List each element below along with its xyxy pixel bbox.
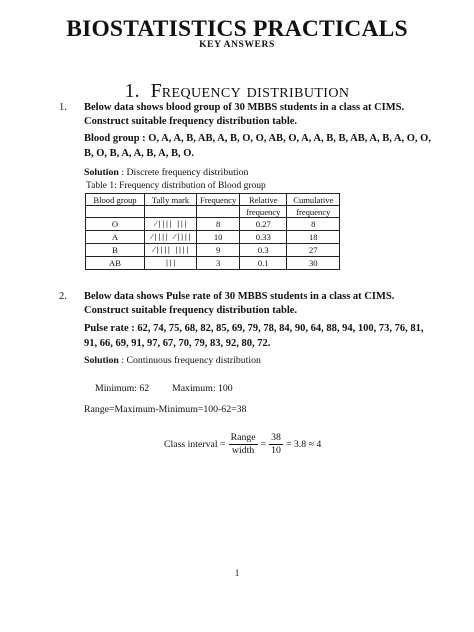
header-relative-frequency: frequency (240, 206, 287, 218)
header-blank (86, 206, 145, 218)
cell-frequency: 8 (197, 218, 240, 231)
cell-frequency: 3 (197, 257, 240, 270)
fraction-numerator: 38 (271, 432, 281, 443)
formula-result: = 3.8 ≈ 4 (285, 439, 322, 450)
formula-equals: = (260, 439, 267, 450)
document-title: BIOSTATISTICS PRACTICALS (66, 16, 408, 42)
cell-frequency: 9 (197, 244, 240, 257)
header-tally-mark: Tally mark (145, 194, 197, 206)
q1-solution-label: Solution (84, 167, 119, 178)
class-interval-formula (164, 432, 321, 457)
q2-solution-label: Solution (84, 355, 119, 366)
q2-pulse-rate-data: Pulse rate : 62, 74, 75, 68, 82, 85, 69, 79, 78, 84, 90, 64, 88, 94, 100, 73, 76, 81, 91, 66, 69, 91, 97, 67, 70, 79, 83, 92, 80, 72. (84, 323, 424, 349)
q1-blood-group-data: Blood group : O, A, A, B, AB, A, B, O, O, AB, O, A, A, B, B, AB, A, B, A, O, O, B, O, B, A, A, B, A, B, O. (84, 133, 431, 159)
header-frequency: Frequency (197, 194, 240, 206)
fraction-denominator: width (231, 445, 255, 456)
header-blank (197, 206, 240, 218)
cell-cumulative: 30 (287, 257, 340, 270)
formula-lhs: Class interval = (164, 439, 226, 450)
section-number: 1. (124, 80, 140, 102)
question-1-number: 1. (59, 102, 67, 113)
maximum-value: Maximum: 100 (172, 383, 233, 394)
cell-group: O (86, 218, 145, 231)
q1-solution-text: : Discrete frequency distribution (121, 167, 249, 178)
q2-solution-text: : Continuous frequency distribution (121, 355, 261, 366)
q1-solution (84, 167, 248, 178)
fraction-numerator: Range (230, 432, 256, 443)
document-subtitle: KEY ANSWERS (199, 40, 275, 50)
table-row (86, 231, 340, 244)
cell-relative: 0.3 (240, 244, 287, 257)
cell-cumulative: 18 (287, 231, 340, 244)
table-row (86, 257, 340, 270)
cell-group: A (86, 231, 145, 244)
header-relative: Relative (240, 194, 287, 206)
header-cumulative: Cumulative (287, 194, 340, 206)
cell-tally: ||| (145, 257, 197, 270)
cell-relative: 0.27 (240, 218, 287, 231)
fraction-38-10 (269, 432, 283, 457)
question-1 (59, 101, 430, 129)
section-title-rest: requency distribution (161, 80, 350, 102)
fraction-range-width (229, 432, 258, 457)
section-first-letter: F (150, 80, 162, 102)
table-header-row-2 (86, 206, 340, 218)
question-1-text: Below data shows blood group of 30 MBBS students in a class at CIMS. Construct suitable frequency distribution table. (84, 102, 405, 127)
cell-group: AB (86, 257, 145, 270)
cell-cumulative: 27 (287, 244, 340, 257)
section-heading (0, 80, 474, 103)
cell-tally: ̸|||| |||| (145, 244, 197, 257)
header-blank (145, 206, 197, 218)
table-caption: Table 1: Frequency distribution of Blood group (86, 181, 266, 191)
question-2-number: 2. (59, 291, 67, 302)
page-number: 1 (234, 568, 240, 578)
table-row (86, 244, 340, 257)
header-cumulative-frequency: frequency (287, 206, 340, 218)
cell-relative: 0.1 (240, 257, 287, 270)
range-calculation: Range=Maximum-Minimum=100-62=38 (84, 404, 247, 415)
table-header-row (86, 194, 340, 206)
minimum-value: Minimum: 62 (95, 383, 150, 394)
cell-tally: ̸|||| ||| (145, 218, 197, 231)
question-2 (59, 290, 430, 318)
q2-solution (84, 355, 261, 366)
table-row (86, 218, 340, 231)
cell-cumulative: 8 (287, 218, 340, 231)
cell-relative: 0.33 (240, 231, 287, 244)
frequency-table (85, 193, 340, 270)
cell-tally: ̸|||| ̸|||| (145, 231, 197, 244)
header-blood-group: Blood group (86, 194, 145, 206)
question-2-text: Below data shows Pulse rate of 30 MBBS students in a class at CIMS. Construct suitable frequency distribution table. (84, 291, 395, 316)
cell-group: B (86, 244, 145, 257)
cell-frequency: 10 (197, 231, 240, 244)
fraction-denominator: 10 (271, 445, 281, 456)
